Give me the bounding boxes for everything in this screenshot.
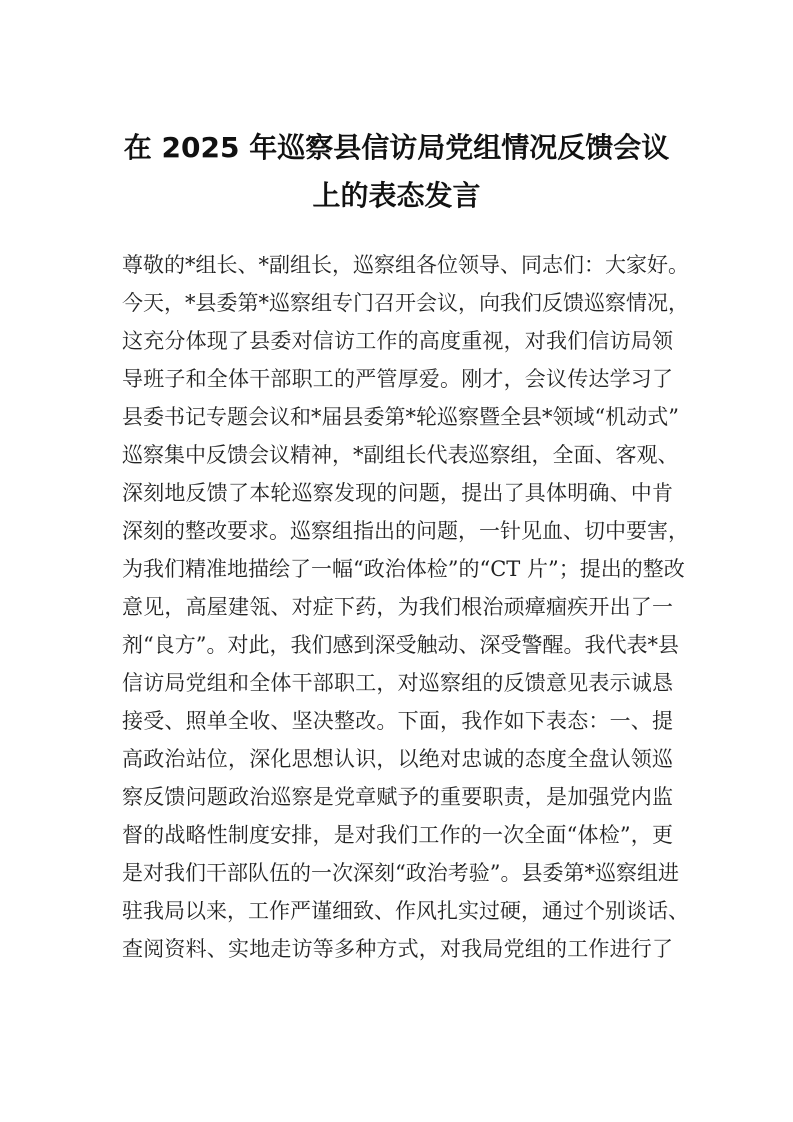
body-line: 深刻地反馈了本轮巡察发现的问题，提出了具体明确、中肯 <box>122 481 673 505</box>
body-line: 这充分体现了县委对信访工作的高度重视，对我们信访局领 <box>122 329 673 353</box>
body-line: 导班子和全体干部职工的严管厚爱。刚才，会议传达学习了 <box>122 367 673 391</box>
body-line: 深刻的整改要求。巡察组指出的问题，一针见血、切中要害， <box>122 519 689 543</box>
body-line: 县委书记专题会议和*届县委第*轮巡察暨全县*领域“机动式” <box>122 405 679 429</box>
document-title-line-1: 在 2025 年巡察县信访局党组情况反馈会议 <box>123 131 670 164</box>
body-line: 剂“良方”。对此，我们感到深受触动、深受警醒。我代表*县 <box>122 633 679 657</box>
body-line: 信访局党组和全体干部职工，对巡察组的反馈意见表示诚恳 <box>122 671 673 695</box>
body-line: 接受、照单全收、坚决整改。下面，我作如下表态：一、提 <box>122 709 673 733</box>
document-title-line-2: 上的表态发言 <box>312 179 481 212</box>
body-line: 巡察集中反馈会议精神，*副组长代表巡察组，全面、客观、 <box>122 443 679 467</box>
body-line: 高政治站位，深化思想认识，以绝对忠诚的态度全盘认领巡 <box>122 747 673 771</box>
body-line: 驻我局以来，工作严谨细致、作风扎实过硬，通过个别谈话、 <box>122 899 689 923</box>
body-line: 督的战略性制度安排，是对我们工作的一次全面“体检”，更 <box>122 823 673 847</box>
body-line: 是对我们干部队伍的一次深刻“政治考验”。县委第*巡察组进 <box>122 861 679 885</box>
body-line: 为我们精准地描绘了一幅“政治体检”的“CT 片”；提出的整改 <box>122 557 685 581</box>
body-line: 察反馈问题政治巡察是党章赋予的重要职责，是加强党内监 <box>122 785 673 809</box>
body-line: 查阅资料、实地走访等多种方式，对我局党组的工作进行了 <box>122 937 673 961</box>
body-line: 今天，*县委第*巡察组专门召开会议，向我们反馈巡察情况， <box>122 291 689 315</box>
body-line: 意见，高屋建瓴、对症下药，为我们根治顽瘴痼疾开出了一 <box>122 595 673 619</box>
body-line: 尊敬的*组长、*副组长，巡察组各位领导、同志们：大家好。 <box>122 253 689 277</box>
